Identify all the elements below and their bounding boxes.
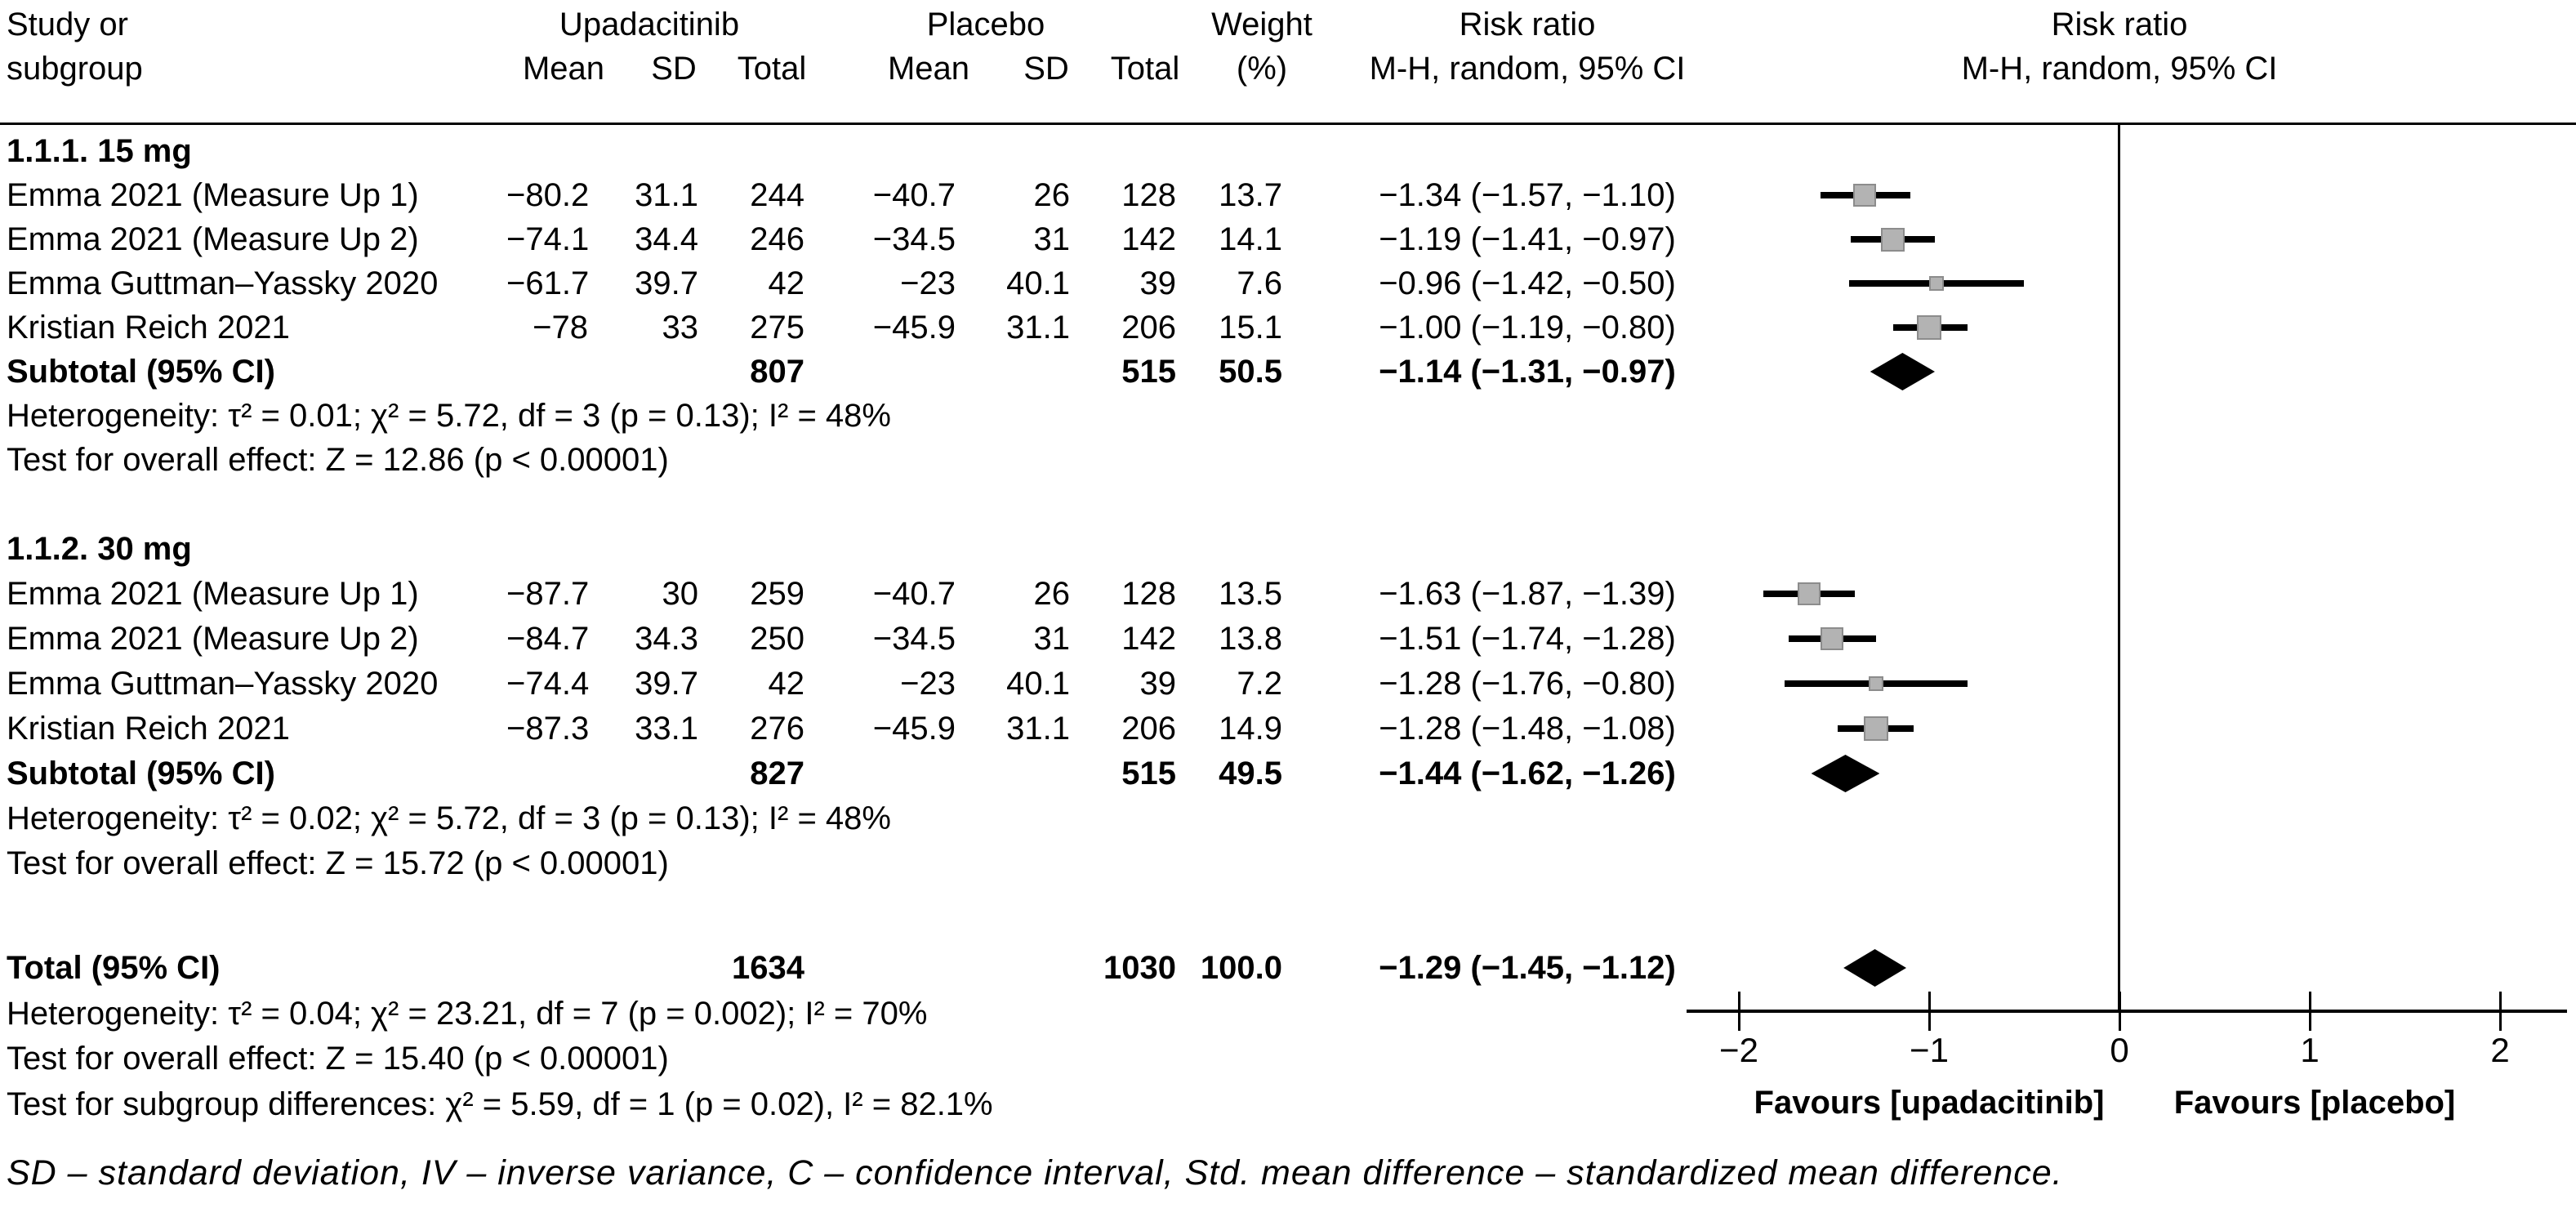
- axis-tick-label: 2: [2490, 1031, 2510, 1069]
- study-name: Kristian Reich 2021: [7, 309, 290, 346]
- total-control: 39: [1139, 665, 1176, 702]
- total-control: 206: [1121, 710, 1176, 747]
- mean-control: −34.5: [872, 221, 956, 257]
- study-name: Emma Guttman–Yassky 2020: [7, 265, 439, 301]
- weight-value: 15.1: [1219, 309, 1282, 346]
- study-name: Emma 2021 (Measure Up 2): [7, 221, 419, 257]
- overall-effect-note: Test for overall effect: Z = 12.86 (p < 0.00001): [7, 441, 669, 478]
- total-control: 128: [1121, 575, 1176, 612]
- study-name: Emma 2021 (Measure Up 1): [7, 176, 419, 213]
- footnote: SD – standard deviation, IV – inverse variance, C – confidence interval, Std. mean difference – standardized mean difference.: [7, 1153, 2063, 1193]
- effect-square: [1881, 228, 1905, 252]
- total-treatment: 250: [750, 620, 804, 657]
- axis-tick: [1738, 992, 1740, 1031]
- ci-text: −1.14 (−1.31, −0.97): [1379, 353, 1676, 390]
- study-row: [0, 173, 1691, 217]
- total-control: 206: [1121, 309, 1176, 346]
- total-control: 1030: [1103, 949, 1176, 986]
- sd-treatment: 39.7: [635, 665, 698, 702]
- col-header-weight: Weight: [1211, 7, 1313, 42]
- favours-upadacitinib-label: Favours [upadacitinib]: [1754, 1085, 2105, 1121]
- col-header-mean-treatment: Mean: [522, 51, 605, 87]
- total-treatment: 276: [750, 710, 804, 747]
- ci-text: −1.29 (−1.45, −1.12): [1379, 949, 1676, 986]
- mean-control: −23: [900, 265, 956, 301]
- sd-treatment: 34.4: [635, 221, 698, 257]
- ci-text: −0.96 (−1.42, −0.50): [1379, 265, 1676, 301]
- sd-control: 40.1: [1006, 665, 1070, 702]
- ci-text: −1.34 (−1.57, −1.10): [1379, 176, 1676, 213]
- study-row: [0, 217, 1691, 261]
- sd-treatment: 30: [662, 575, 698, 612]
- weight-value: 14.9: [1219, 710, 1282, 747]
- col-header-total-treatment: Total: [737, 51, 807, 87]
- sd-treatment: 31.1: [635, 176, 698, 213]
- sd-control: 26: [1033, 575, 1070, 612]
- total-control: 128: [1121, 176, 1176, 213]
- weight-value: 100.0: [1200, 949, 1282, 986]
- mean-treatment: −74.4: [506, 665, 590, 702]
- overall-effect-note: Test for overall effect: Z = 15.40 (p < 0.00001): [7, 1040, 669, 1077]
- subtotal-row: [0, 350, 1691, 394]
- study-name: Emma Guttman–Yassky 2020: [7, 665, 439, 702]
- study-name: Kristian Reich 2021: [7, 710, 290, 747]
- col-header-method-right: M-H, random, 95% CI: [1961, 51, 2278, 87]
- total-control: 515: [1121, 353, 1176, 390]
- sd-control: 31: [1033, 620, 1070, 657]
- mean-control: −45.9: [872, 309, 956, 346]
- total-treatment: 827: [750, 755, 804, 791]
- mean-control: −23: [900, 665, 956, 702]
- sd-control: 31.1: [1006, 710, 1070, 747]
- total-control: 142: [1121, 620, 1176, 657]
- effect-square: [1864, 716, 1888, 741]
- col-header-weight-pct: (%): [1236, 51, 1288, 87]
- weight-value: 50.5: [1219, 353, 1282, 390]
- sd-control: 26: [1033, 176, 1070, 213]
- total-control: 515: [1121, 755, 1176, 791]
- col-header-sd-control: SD: [1023, 51, 1069, 87]
- favours-placebo-label: Favours [placebo]: [2173, 1085, 2456, 1121]
- pooled-diamond: [1843, 949, 1906, 987]
- col-header-risk-ratio-right: Risk ratio: [2051, 7, 2188, 42]
- col-header-treatment: Upadacitinib: [559, 7, 740, 42]
- subgroup-label: 1.1.1. 15 mg: [7, 132, 192, 169]
- axis-tick: [1928, 992, 1931, 1031]
- weight-value: 14.1: [1219, 221, 1282, 257]
- heterogeneity-note: Heterogeneity: τ² = 0.01; χ² = 5.72, df = 3 (p = 0.13); I² = 48%: [7, 397, 891, 434]
- ci-text: −1.63 (−1.87, −1.39): [1379, 575, 1676, 612]
- study-name: Total (95% CI): [7, 949, 221, 986]
- col-header-control: Placebo: [926, 7, 1045, 42]
- subtotal-row: [0, 751, 1691, 796]
- ci-text: −1.28 (−1.48, −1.08): [1379, 710, 1676, 747]
- col-header-total-control: Total: [1110, 51, 1180, 87]
- heterogeneity-note: Heterogeneity: τ² = 0.04; χ² = 23.21, df = 7 (p = 0.002); I² = 70%: [7, 995, 928, 1032]
- effect-square: [1853, 184, 1876, 207]
- effect-square: [1869, 676, 1883, 691]
- sd-control: 31.1: [1006, 309, 1070, 346]
- study-row: [0, 305, 1691, 350]
- sd-treatment: 34.3: [635, 620, 698, 657]
- mean-control: −34.5: [872, 620, 956, 657]
- mean-treatment: −80.2: [506, 176, 590, 213]
- zero-reference-line: [2118, 124, 2120, 1011]
- sd-control: 31: [1033, 221, 1070, 257]
- header-rule: [0, 123, 2576, 125]
- weight-value: 7.6: [1237, 265, 1282, 301]
- study-name: Emma 2021 (Measure Up 2): [7, 620, 419, 657]
- mean-control: −40.7: [872, 176, 956, 213]
- total-treatment: 259: [750, 575, 804, 612]
- effect-square: [1929, 276, 1944, 291]
- axis-tick: [2309, 992, 2311, 1031]
- axis-tick-label: −2: [1719, 1031, 1758, 1069]
- pooled-diamond: [1812, 755, 1880, 792]
- axis-tick-label: 1: [2300, 1031, 2320, 1069]
- total-treatment: 275: [750, 309, 804, 346]
- study-name: Subtotal (95% CI): [7, 755, 275, 791]
- total-treatment: 1634: [732, 949, 804, 986]
- ci-text: −1.44 (−1.62, −1.26): [1379, 755, 1676, 791]
- effect-square: [1917, 315, 1941, 340]
- pooled-diamond: [1870, 353, 1935, 390]
- axis-tick-label: 0: [2110, 1031, 2129, 1069]
- mean-treatment: −61.7: [506, 265, 590, 301]
- total-treatment: 42: [768, 665, 804, 702]
- study-row: [0, 662, 1691, 706]
- weight-value: 13.8: [1219, 620, 1282, 657]
- weight-value: 13.5: [1219, 575, 1282, 612]
- weight-value: 49.5: [1219, 755, 1282, 791]
- col-header-sd-treatment: SD: [651, 51, 697, 87]
- subgroup-difference-note: Test for subgroup differences: χ² = 5.59, df = 1 (p = 0.02), I² = 82.1%: [7, 1086, 993, 1122]
- study-name: Emma 2021 (Measure Up 1): [7, 575, 419, 612]
- study-row: [0, 261, 1691, 305]
- ci-text: −1.51 (−1.74, −1.28): [1379, 620, 1676, 657]
- total-row: [0, 946, 1691, 990]
- subgroup-label: 1.1.2. 30 mg: [7, 530, 192, 567]
- mean-treatment: −84.7: [506, 620, 590, 657]
- axis-tick: [2499, 992, 2502, 1031]
- mean-treatment: −78: [533, 309, 588, 346]
- mean-control: −45.9: [872, 710, 956, 747]
- axis-tick-label: −1: [1910, 1031, 1949, 1069]
- mean-treatment: −87.7: [506, 575, 590, 612]
- ci-text: −1.19 (−1.41, −0.97): [1379, 221, 1676, 257]
- mean-treatment: −87.3: [506, 710, 590, 747]
- study-row: [0, 572, 1691, 616]
- sd-treatment: 39.7: [635, 265, 698, 301]
- sd-control: 40.1: [1006, 265, 1070, 301]
- total-control: 142: [1121, 221, 1176, 257]
- sd-treatment: 33.1: [635, 710, 698, 747]
- effect-square: [1821, 627, 1843, 650]
- heterogeneity-note: Heterogeneity: τ² = 0.02; χ² = 5.72, df = 3 (p = 0.13); I² = 48%: [7, 800, 891, 836]
- total-treatment: 807: [750, 353, 804, 390]
- col-header-method-left: M-H, random, 95% CI: [1369, 51, 1686, 87]
- col-header-study-line2: subgroup: [7, 51, 143, 87]
- sd-treatment: 33: [662, 309, 698, 346]
- col-header-mean-control: Mean: [887, 51, 970, 87]
- weight-value: 13.7: [1219, 176, 1282, 213]
- ci-text: −1.00 (−1.19, −0.80): [1379, 309, 1676, 346]
- overall-effect-note: Test for overall effect: Z = 15.72 (p < 0.00001): [7, 845, 669, 881]
- weight-value: 7.2: [1237, 665, 1282, 702]
- col-header-study-line1: Study or: [7, 7, 128, 42]
- axis-line: [1687, 1010, 2567, 1013]
- study-row: [0, 617, 1691, 661]
- ci-text: −1.28 (−1.76, −0.80): [1379, 665, 1676, 702]
- mean-treatment: −74.1: [506, 221, 590, 257]
- total-control: 39: [1139, 265, 1176, 301]
- study-name: Subtotal (95% CI): [7, 353, 275, 390]
- total-treatment: 246: [750, 221, 804, 257]
- effect-square: [1798, 582, 1821, 605]
- col-header-risk-ratio-left: Risk ratio: [1459, 7, 1596, 42]
- axis-tick: [2119, 992, 2121, 1031]
- mean-control: −40.7: [872, 575, 956, 612]
- total-treatment: 42: [768, 265, 804, 301]
- total-treatment: 244: [750, 176, 804, 213]
- study-row: [0, 707, 1691, 751]
